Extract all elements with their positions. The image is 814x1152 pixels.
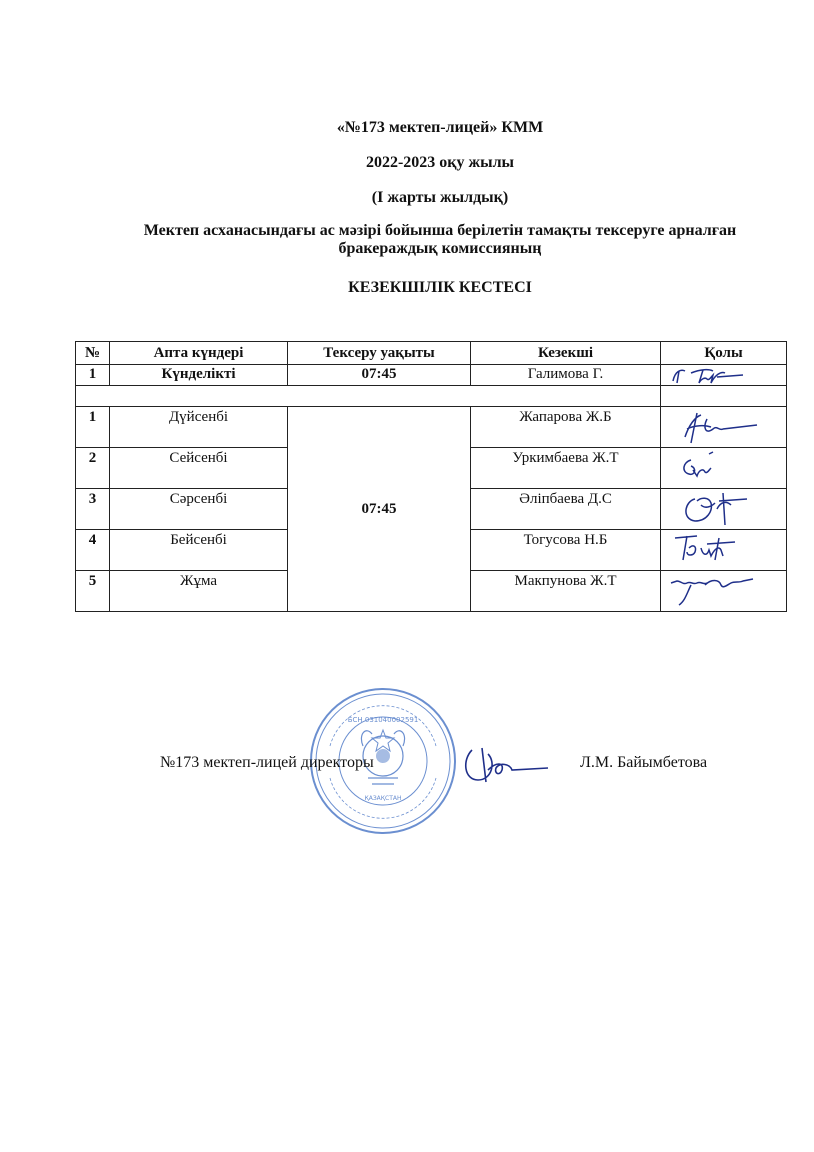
table-row-daily <box>76 365 787 386</box>
school-name: «№173 мектеп-лицей» КММ <box>336 119 544 136</box>
row-weekday: Сәрсенбі <box>110 489 288 530</box>
row-duty-person: Әліпбаева Д.С <box>471 489 661 530</box>
svg-text:ҚАЗАҚСТАН: ҚАЗАҚСТАН <box>364 795 402 802</box>
row-number: 4 <box>76 530 110 571</box>
row-number: 1 <box>76 407 110 448</box>
handwritten-signature-icon <box>661 571 787 612</box>
duty-schedule-table <box>75 341 787 612</box>
row-weekday: Дүйсенбі <box>110 407 288 448</box>
column-header-check-time: Тексеру уақыты <box>288 342 471 365</box>
row-signature-cell <box>661 530 787 571</box>
column-header-number: № <box>76 342 110 365</box>
row-weekday: Күнделікті <box>110 365 288 386</box>
row-number: 1 <box>76 365 110 386</box>
row-duty-person: Тогусова Н.Б <box>471 530 661 571</box>
document-title: КЕЗЕКШІЛІК КЕСТЕСІ <box>348 279 532 296</box>
handwritten-signature-icon <box>661 448 787 489</box>
director-name: Л.М. Байымбетова <box>580 754 708 771</box>
row-time: 07:45 <box>288 365 471 386</box>
row-signature-cell <box>661 571 787 612</box>
shared-check-time: 07:45 <box>288 407 471 612</box>
director-position: №173 мектеп-лицей директоры <box>160 754 374 771</box>
handwritten-signature-icon <box>661 407 787 448</box>
row-duty-person: Уркимбаева Ж.Т <box>471 448 661 489</box>
row-duty-person: Жапарова Ж.Б <box>471 407 661 448</box>
director-signature-icon <box>452 740 552 790</box>
table-header-row <box>76 342 787 365</box>
table-row-spacer <box>76 386 787 407</box>
academic-year: 2022-2023 оқу жылы <box>365 154 515 171</box>
row-signature-cell <box>661 365 787 386</box>
row-signature-cell <box>661 448 787 489</box>
row-number: 5 <box>76 571 110 612</box>
row-number: 2 <box>76 448 110 489</box>
handwritten-signature-icon <box>661 530 787 571</box>
handwritten-signature-icon <box>661 489 787 530</box>
svg-text:БСН 031040002591: БСН 031040002591 <box>347 716 419 724</box>
row-signature-cell <box>661 407 787 448</box>
column-header-duty-person: Кезекші <box>471 342 661 365</box>
column-header-weekday: Апта күндері <box>110 342 288 365</box>
row-number: 3 <box>76 489 110 530</box>
row-weekday: Бейсенбі <box>110 530 288 571</box>
commission-description: Мектеп асханасындағы ас мәзірі бойынша берілетін тамақты тексеруге арналған бракераждық комиссияның <box>143 222 737 257</box>
semester: (І жарты жылдық) <box>371 189 509 206</box>
handwritten-signature-icon <box>661 365 787 386</box>
row-signature-cell <box>661 489 787 530</box>
row-weekday: Сейсенбі <box>110 448 288 489</box>
row-duty-person: Галимова Г. <box>471 365 661 386</box>
column-header-signature: Қолы <box>661 342 787 365</box>
row-duty-person: Макпунова Ж.Т <box>471 571 661 612</box>
row-weekday: Жұма <box>110 571 288 612</box>
table-row <box>76 407 787 448</box>
